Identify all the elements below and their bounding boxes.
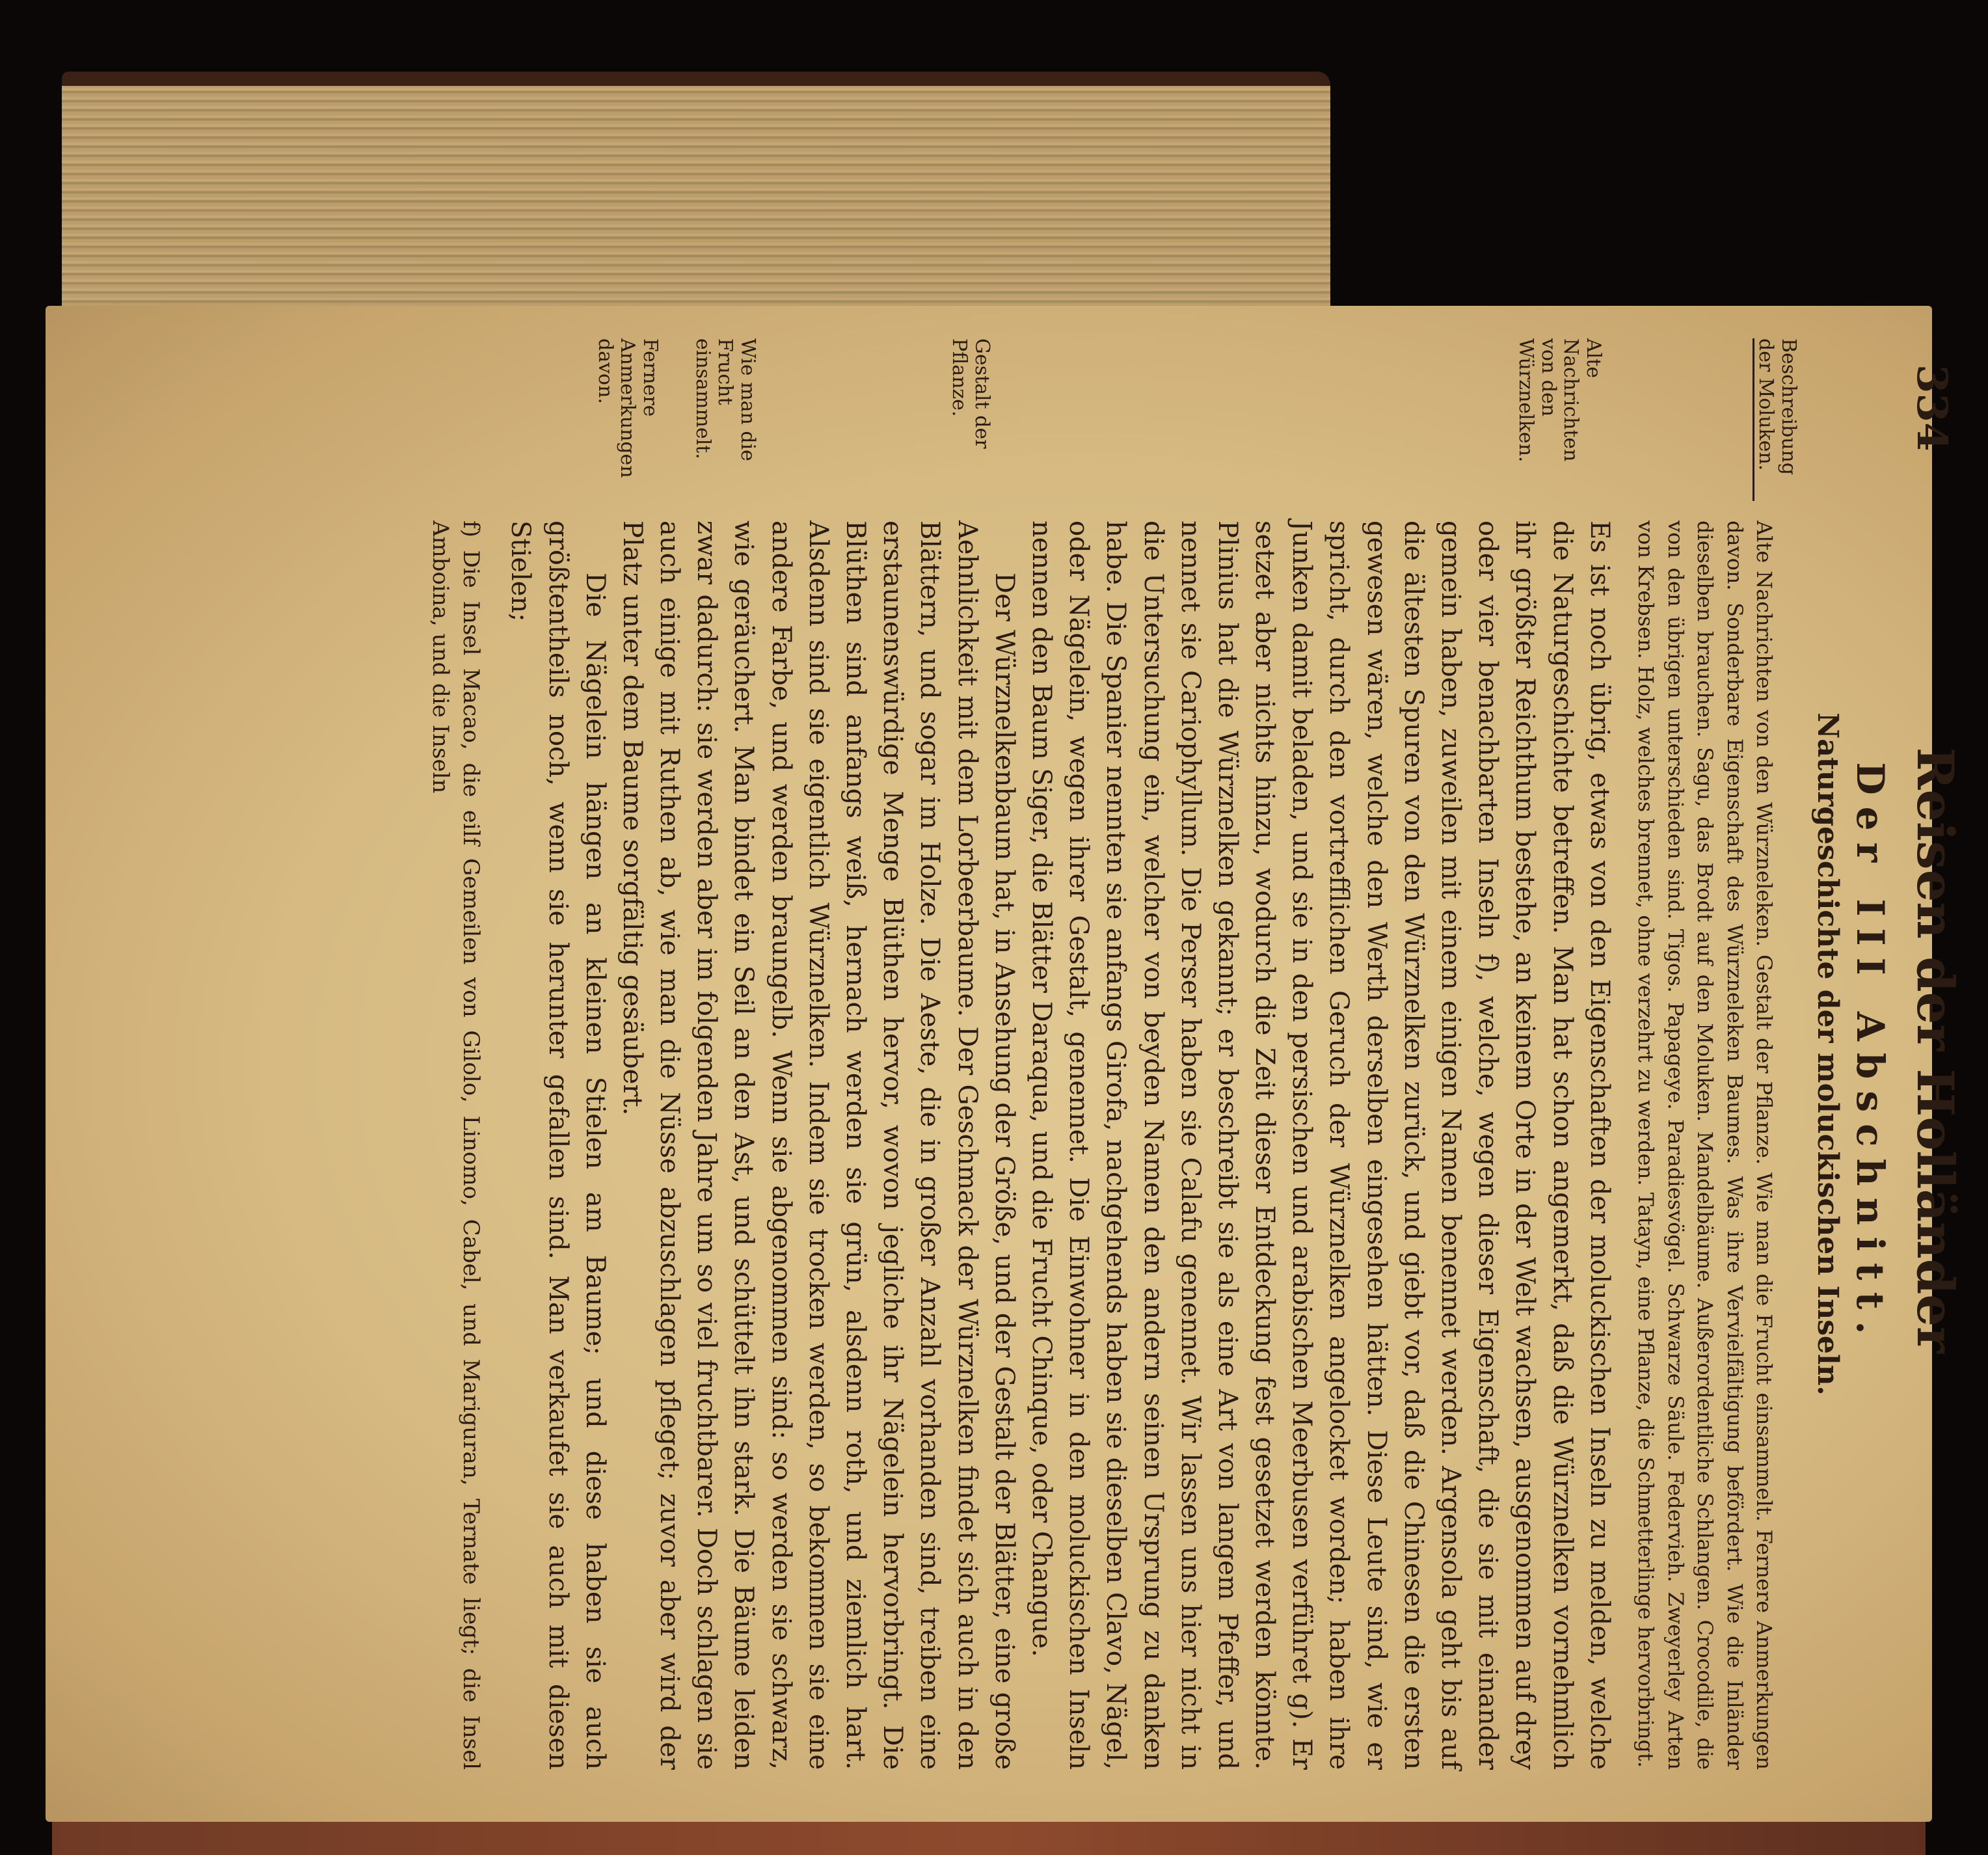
margin-note: Beschreibung der Moluken.	[1753, 338, 1799, 501]
page-content	[104, 338, 1965, 1770]
margin-notes	[424, 338, 1799, 508]
paragraph: Es ist noch übrig, etwas von den Eigenschaften der moluckischen Inseln zu melden, welche die Naturgeschichte betreffen. Man hat schon angemerkt, daß die Würznelken vornehmlich ihr größter Reichthum bestehe, an keinem Orte in der Welt wachsen, ausgenommen auf drey oder vier benachbarten Inseln f), welche, wegen dieser Eigenschaft, die sie mit einander gemein haben, zuweilen mit einem einigen Namen benennet werden. Argensola geht bis auf die ältesten Spuren von den Würznelken zurück, und giebt vor, daß die Chinesen die ersten gewesen wären, welche den Werth derselben eingesehen hätten. Diese Leute sind, wie er spricht, durch den vortrefflichen Geruch der Würznelken angelocket worden; haben ihre Junken damit beladen, und sie in den persischen und arabischen Meerbusen verführet g). Er setzet aber nichts hinzu, wodurch die Zeit dieser Entdeckung fest gesetzet werden könnte. Plinius hat die Würznelken gekannt; er beschreibt sie als eine Art von langem Pfeffer, und nennet sie Cariophyllum. Die Perser haben sie Calafu genennet. Wir lassen uns hier nicht in die Untersuchung ein, welcher von beyden Namen den andern seinen Ursprung zu danken habe. Die Spanier nennten sie anfangs Girofa, nachgehends haben sie dieselben Clavo, Nägel, oder Nägelein, wegen ihrer Gestalt, genennet. Die Einwohner in den moluckischen Inseln nennen den Baum Siger, die Blätter Daraqua, und die Frucht Chinque, oder Changue.	[1027, 521, 1615, 1770]
chapter-summary: Alte Nachrichten von den Würzneleken. Gestalt der Pflanze. Wie man die Frucht einsammelt. Fernere Anmerkungen davon. Sonderbare Eigenschaft des Würzneleken Baumes. Was ihre Vervielfältigung befördert. Wie die Inländer dieselben brauchen. Sagu, das Brodt auf den Moluken. Mandelbäume. Außerordentliche Schlangen. Crocodile, die von den übrigen unterschieden sind. Tigos. Papageye. Paradiesvögel. Schwarze Säule. Federvieh. Zweyerley Arten von Krebsen. Holz, welches brennet, ohne verzehrt zu werden. Tatayn, eine Pflanze, die Schmetterlinge hervorbringt.	[1633, 521, 1777, 1770]
section-subtitle: Naturgeschichte der moluckischen Inseln.	[1811, 712, 1844, 1396]
footnote: f) Die Insel Macao, die eilf Gemeilen von Gilolo, Linomo, Cabel, und Mariguran, Ternate liegt; die Insel Amboina, und die Inseln	[427, 521, 485, 1770]
running-title: Reisen der Holländer	[1905, 747, 1965, 1353]
page-body	[424, 338, 1799, 1770]
paragraph: Der Würznelkenbaum hat, in Ansehung der Größe, und der Gestalt der Blätter, eine große Aehnlichkeit mit dem Lorbeerbaume. Der Geschmack der Würznelken findet sich auch in den Blättern, und sogar im Holze. Die Aeste, die in großer Anzahl vorhanden sind, treiben eine erstaunenswürdige Menge Blüthen hervor, wovon jegliche ihr Nägelein hervorbringt. Die Blüthen sind anfangs weiß, hernach werden sie grün, alsdenn roth, und ziemlich hart. Alsdenn sind sie eigentlich Würznelken. Indem sie trocken werden, so bekommen sie eine andere Farbe, und werden braungelb. Wenn sie abgenommen sind: so werden sie schwarz, wie geräuchert. Man bindet ein Seil an den Ast, und schüttelt ihn stark. Die Bäume leiden zwar dadurch: sie werden aber im folgenden Jahre um so viel fruchtbarer. Doch schlagen sie auch einige mit Ruthen ab, wie man die Nüsse abzuschlagen pfleget; zuvor aber wird der Platz unter dem Baume sorgfältig gesäubert.	[617, 521, 1019, 1770]
margin-note: Fernere Anmerkungen davon.	[594, 338, 662, 478]
section-title: Der III Abschnitt.	[1848, 762, 1892, 1346]
margin-note: Alte Nachrichten von den Würznelken.	[1514, 338, 1605, 463]
margin-note: Wie man die Frucht einsammelt.	[692, 338, 759, 461]
paragraph: Die Nägelein hängen an kleinen Stielen am Baume; und diese haben sie auch größtentheils noch, wenn sie herunter gefallen sind. Man verkaufet sie auch mit diesen Stielen;	[505, 521, 610, 1770]
main-text	[424, 508, 1799, 1770]
page-number: 334	[1907, 364, 1956, 452]
page-header	[1905, 338, 1965, 1770]
margin-note: Gestalt der Pflanze.	[948, 338, 993, 449]
